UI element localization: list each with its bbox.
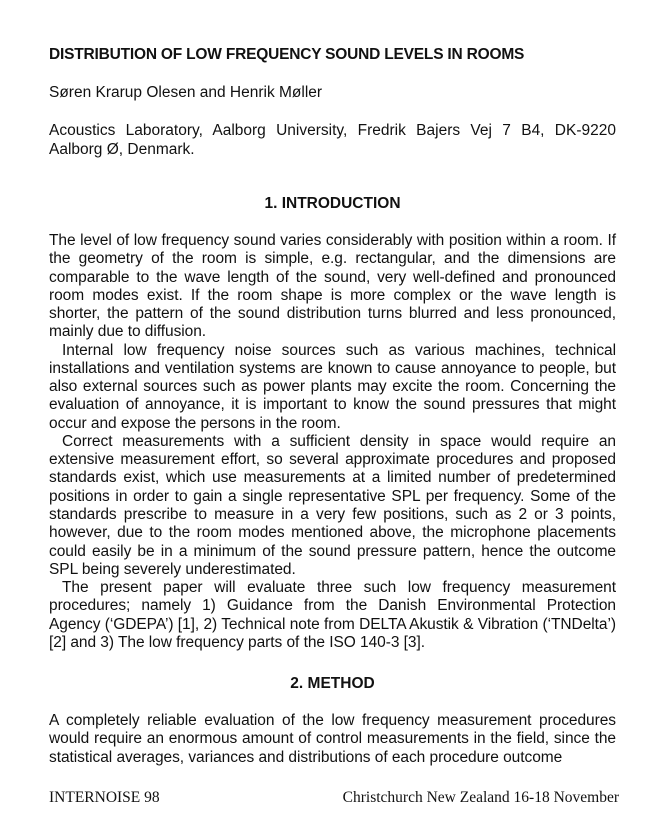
- paragraph: The level of low frequency sound varies considerably with position within a room. If the geometry of the room is simple, e.g. rectangular, and the dimensions are comparable to the wave length of the sound, very well-defined and pronounced room modes exist. If the room shape is more complex or the wave length is shorter, the pattern of the sound distribution turns blurred and less pronounced, mainly due to diffusion.: [49, 232, 616, 341]
- paragraph: Correct measurements with a sufficient density in space would require an extensive measurement effort, so several approximate procedures and proposed standards exist, which use measurements at a limited number of predetermined positions in order to gain a single representative SPL per frequency. Some of the standards prescribe to measure in a very few positions, such as 2 or 3 points, however, due to the room modes mentioned above, the microphone placements could easily be in a minimum of the sound pressure pattern, hence the outcome SPL being severely underestimated.: [49, 432, 616, 578]
- footer-location-date: Christchurch New Zealand 16-18 November: [342, 789, 619, 806]
- paragraph: Internal low frequency noise sources such as various machines, technical installations and ventilation systems are known to cause annoyance to people, but also external sources such as power plants may excite the room. Concerning the evaluation of annoyance, it is important to know the sound pressures that might occur and expose the persons in the room.: [49, 341, 616, 432]
- method-body: [49, 712, 616, 767]
- section-heading-introduction: 1. INTRODUCTION: [264, 195, 401, 212]
- paper-affiliation: Acoustics Laboratory, Aalborg University, Fredrik Bajers Vej 7 B4, DK-9220 Aalborg Ø, Denmark.: [49, 122, 616, 158]
- paper-title: DISTRIBUTION OF LOW FREQUENCY SOUND LEVELS IN ROOMS: [49, 46, 525, 63]
- section-heading-method: 2. METHOD: [290, 675, 375, 692]
- paragraph: A completely reliable evaluation of the low frequency measurement procedures would require an enormous amount of control measurements in the field, since the statistical averages, variances and distributions of each procedure outcome: [49, 712, 616, 766]
- footer-conference: INTERNOISE 98: [49, 789, 160, 806]
- paragraph: The present paper will evaluate three such low frequency measurement procedures; namely 1) Guidance from the Danish Environmental Protection Agency (‘GDEPA’) [1], 2) Technical note from DELTA Akustik & Vibration (‘TNDelta’) [2] and 3) The low frequency parts of the ISO 140-3 [3].: [49, 579, 616, 651]
- paper-authors: Søren Krarup Olesen and Henrik Møller: [49, 84, 323, 101]
- introduction-body: [49, 232, 616, 652]
